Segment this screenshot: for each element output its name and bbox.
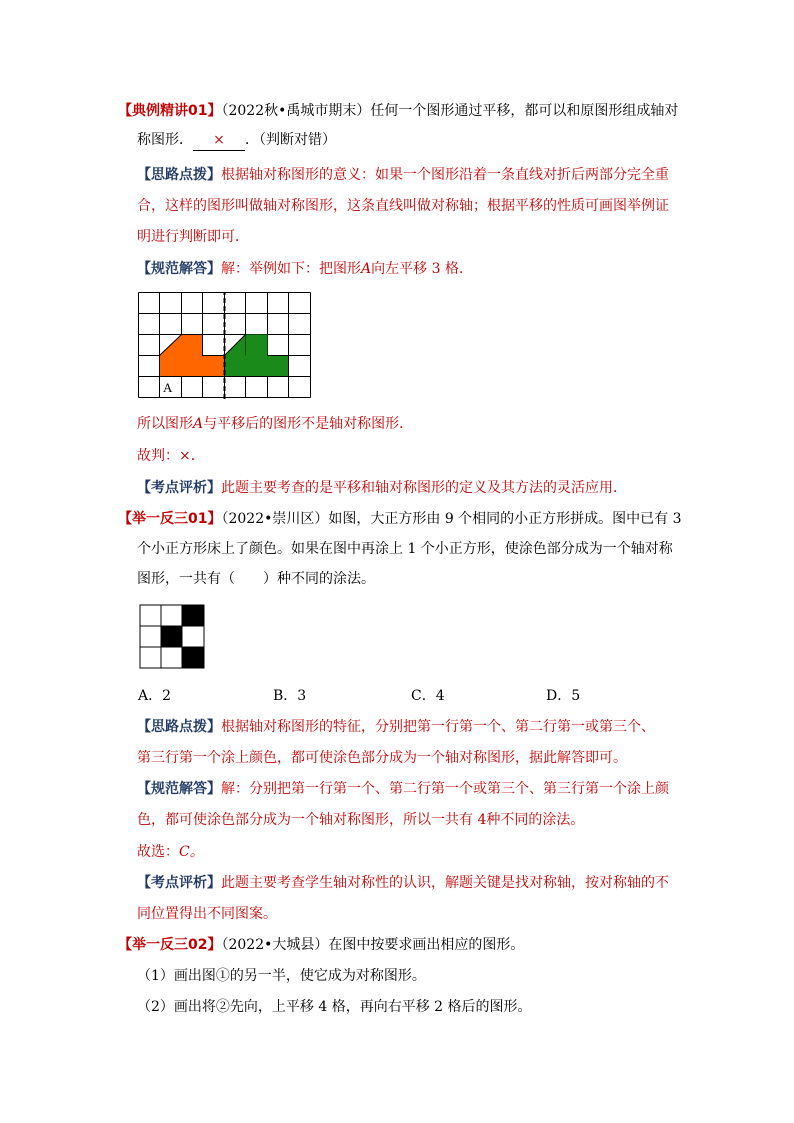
shape-a-orange bbox=[160, 335, 225, 377]
ex2-choice-b: C。 bbox=[179, 844, 204, 860]
option-b: B．3 bbox=[273, 688, 307, 704]
ex1-conclusion bbox=[137, 414, 413, 434]
ex1-hint-line3: 明进行判断即可． bbox=[137, 229, 249, 245]
ex1-translation-grid-figure bbox=[138, 292, 312, 400]
ex1-conc-b: 与平移后的图形不是轴对称图形． bbox=[203, 416, 414, 432]
ex1-hint1: 根据轴对称图形的意义：如果一个图形沿着一条直线对折后两部分完全重 bbox=[221, 167, 669, 183]
ex3-item1: （1）画出图①的另一半，使它成为对称图形。 bbox=[137, 968, 426, 984]
translated-shape-green-step bbox=[246, 335, 268, 356]
ex2-question-line1 bbox=[118, 509, 682, 529]
ex2-hint-line1 bbox=[137, 717, 655, 737]
ex1-eval-line bbox=[137, 478, 627, 498]
option-d: D．5 bbox=[546, 688, 581, 704]
ex1-conc-var: A bbox=[193, 416, 204, 432]
ex2-hint-line2: 第三行第一个涂上颜色，都可使涂色部分成为一个轴对称图形，据此解答即可。 bbox=[137, 750, 627, 766]
ex2-text1: （2022•崇川区）如图，大正方形由 9 个相同的小正方形拼成。图中已有 3 bbox=[221, 511, 682, 527]
ex2-hint-tag: 【思路点拨】 bbox=[137, 719, 221, 735]
ex2-eval-line2: 同位置得出不同图案。 bbox=[137, 906, 277, 922]
ex2-ans1: 解：分别把第一行第一个、第二行第一个或第三个、第三行第一个涂上颜 bbox=[221, 781, 669, 797]
ex2-hint1: 根据轴对称图形的特征，分别把第一行第一个、第二行第一或第三个、 bbox=[221, 719, 655, 735]
ex1-question-line2 bbox=[137, 130, 336, 151]
ex1-text1: （2022秋•禹城市期末）任何一个图形通过平移，都可以和原图形组成轴对 bbox=[221, 103, 679, 119]
ex3-text1: （2022•大城县）在图中按要求画出相应的图形。 bbox=[221, 937, 525, 953]
ex3-tag: 【举一反三02】 bbox=[118, 937, 222, 953]
ex1-answer-blank: × bbox=[193, 130, 245, 151]
ex2-ans2a: 色，都可使涂色部分成为一个轴对称图形，所以一共有 bbox=[137, 812, 473, 828]
ex1-ans-var: A bbox=[361, 261, 372, 277]
ex1-judge: 故判：×． bbox=[137, 448, 205, 464]
ex2-choice bbox=[137, 842, 204, 862]
ex1-text2b: ．（判断对错） bbox=[245, 132, 336, 148]
ex2-eval-tag: 【考点评析】 bbox=[137, 875, 221, 891]
ex2-choice-a: 故选： bbox=[137, 844, 179, 860]
ex1-ans-b: 向左平移 bbox=[371, 261, 428, 277]
grid-label-a: A bbox=[163, 380, 173, 395]
ex2-question-line2: 个小正方形床上了颜色。如果在图中再涂上 1 个小正方形，使涂色部分成为一个轴对称 bbox=[137, 541, 673, 557]
ex1-answer-line bbox=[137, 259, 473, 279]
ex2-eval1: 此题主要考查学生轴对称性的认识，解题关键是找对称轴，按对称轴的不 bbox=[221, 875, 669, 891]
option-a: A．2 bbox=[138, 688, 172, 704]
ex2-ans2num: 4 bbox=[477, 812, 487, 828]
ex1-hint-line2: 合，这样的图形叫做轴对称图形，这条直线叫做对称轴；根据平移的性质可画图举例证 bbox=[137, 198, 669, 214]
ex2-three-by-three-grid bbox=[139, 604, 207, 670]
ex3-question-line bbox=[118, 935, 524, 955]
ex1-tag: 【典例精讲01】 bbox=[118, 103, 222, 119]
ex1-eval-tag: 【考点评析】 bbox=[137, 480, 221, 496]
ex1-conc-a: 所以图形 bbox=[137, 416, 193, 432]
ex2-tag: 【举一反三01】 bbox=[118, 511, 222, 527]
ex1-ans-a: 解：举例如下：把图形 bbox=[221, 261, 361, 277]
ex2-answer-line2 bbox=[137, 810, 584, 830]
ex1-hint-line1 bbox=[137, 165, 669, 185]
ex2-eval-line1 bbox=[137, 873, 669, 893]
ex3-item2: （2）画出将②先向，上平移 4 格，再向右平移 2 格后的图形。 bbox=[137, 999, 532, 1015]
ex1-ans-c: 格． bbox=[444, 261, 473, 277]
ex2-answer-line1 bbox=[137, 779, 669, 799]
ex2-question-line3: 图形，一共有（ ）种不同的涂法。 bbox=[137, 571, 375, 587]
ex2-answer-tag: 【规范解答】 bbox=[137, 781, 221, 797]
ex1-question-line1 bbox=[118, 101, 678, 121]
ex1-text2a: 称图形． bbox=[137, 132, 193, 148]
ex1-hint-tag: 【思路点拨】 bbox=[137, 167, 221, 183]
ex2-ans2b: 种不同的涂法。 bbox=[486, 812, 585, 828]
ex1-ans-num: 3 bbox=[431, 261, 441, 277]
option-c: C．4 bbox=[411, 688, 445, 704]
ex1-answer-tag: 【规范解答】 bbox=[137, 261, 221, 277]
ex1-eval: 此题主要考查的是平移和轴对称图形的定义及其方法的灵活应用． bbox=[221, 480, 627, 496]
